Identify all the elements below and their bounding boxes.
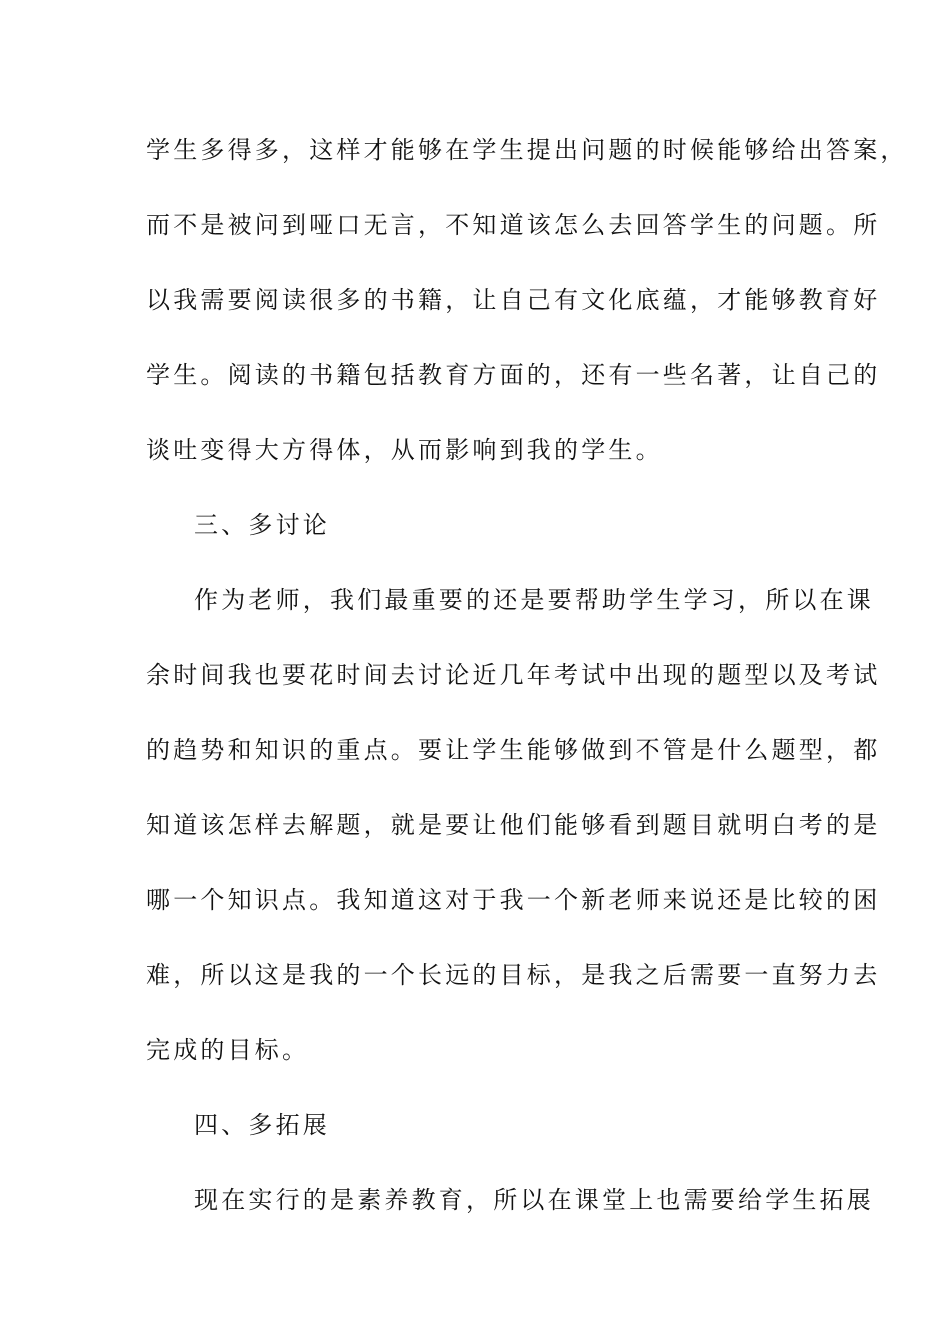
paragraph-line: 作为老师，我们最重要的还是要帮助学生学习，所以在课 [194,586,874,614]
section-heading: 三、多讨论 [194,511,330,539]
paragraph-line: 哪一个知识点。我知道这对于我一个新老师来说还是比较的困 [146,886,881,914]
section-heading: 四、多拓展 [194,1111,330,1139]
paragraph-line: 而不是被问到哑口无言，不知道该怎么去回答学生的问题。所 [146,211,881,239]
paragraph-line: 完成的目标。 [146,1036,310,1064]
paragraph-line: 现在实行的是素养教育，所以在课堂上也需要给学生拓展 [194,1186,874,1214]
paragraph-line: 学生多得多，这样才能够在学生提出问题的时候能够给出答案， [146,136,908,164]
paragraph-line: 的趋势和知识的重点。要让学生能够做到不管是什么题型，都 [146,736,881,764]
paragraph-line: 谈吐变得大方得体，从而影响到我的学生。 [146,436,663,464]
paragraph-line: 余时间我也要花时间去讨论近几年考试中出现的题型以及考试 [146,661,881,689]
paragraph-line: 知道该怎样去解题，就是要让他们能够看到题目就明白考的是 [146,811,881,839]
paragraph-line: 难，所以这是我的一个长远的目标，是我之后需要一直努力去 [146,961,881,989]
paragraph-line: 学生。阅读的书籍包括教育方面的，还有一些名著，让自己的 [146,361,881,389]
paragraph-line: 以我需要阅读很多的书籍，让自己有文化底蕴，才能够教育好 [146,286,881,314]
